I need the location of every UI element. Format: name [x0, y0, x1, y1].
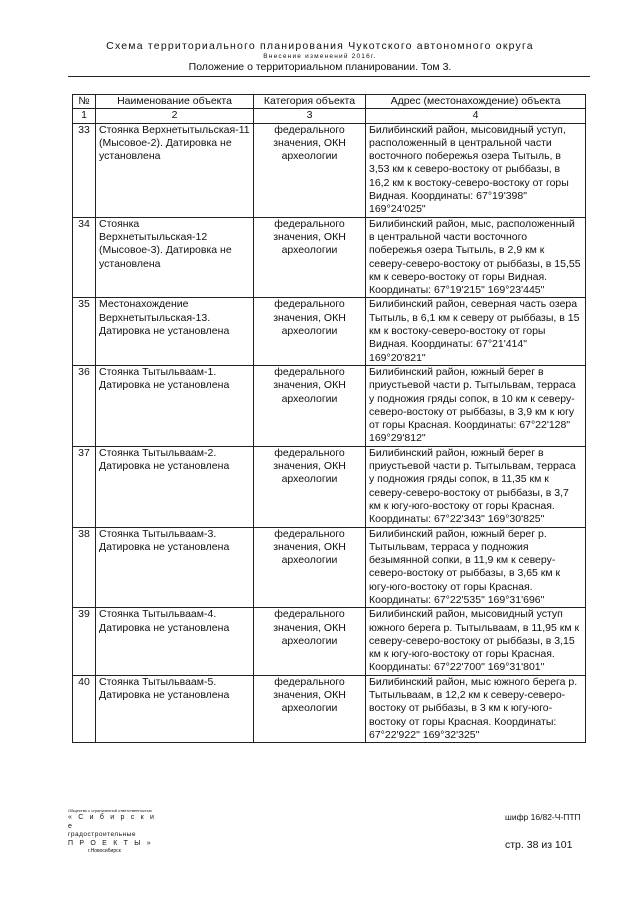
- col-header-category: Категория объекта: [254, 95, 366, 109]
- object-name: Стоянка Тытыльваам-4. Датировка не установлена: [96, 608, 254, 675]
- table-column-numbers-row: [73, 109, 586, 123]
- object-category: федерального значения, ОКН археологии: [254, 608, 366, 675]
- logo-city: г.Новосибирск: [88, 848, 121, 854]
- col-number-2: 2: [96, 109, 254, 123]
- object-name: Стоянка Тытыльваам-5. Датировка не установлена: [96, 675, 254, 742]
- object-address: Билибинский район, мысовидный уступ, расположенный в центральной части восточного побережья озера Тытыль, в 3,53 км к северо-востоку от рыббазы, в 16,2 км к востоку-северо-востоку от горы Видная. Координаты: 67°19'398" 169°24'025": [366, 123, 586, 217]
- document-title: Схема территориального планирования Чукотского автономного округа: [106, 40, 534, 52]
- object-address: Билибинский район, мыс, расположенный в центральной части восточного побережья озера Тытыль, в 2,9 км к северу-северо-востоку от рыббазы, в 15,55 км к северо-востоку от горы Видная. Координаты: 67°19'215" 169°23'445": [366, 217, 586, 298]
- col-header-number: №: [73, 95, 96, 109]
- logo-name-line2: градостроительные: [68, 831, 136, 838]
- table-row: [73, 217, 586, 298]
- object-category: федерального значения, ОКН археологии: [254, 446, 366, 527]
- row-number: 38: [73, 527, 96, 608]
- object-name: Стоянка Верхнетытыльская-12 (Мысовое-3). Датировка не установлена: [96, 217, 254, 298]
- header-divider: [68, 76, 590, 77]
- heritage-objects-table: [72, 94, 586, 743]
- row-number: 40: [73, 675, 96, 742]
- object-name: Стоянка Тытыльваам-1. Датировка не установлена: [96, 365, 254, 446]
- col-header-name: Наименование объекта: [96, 95, 254, 109]
- page-number: стр. 38 из 101: [505, 839, 573, 851]
- company-logo: [68, 808, 163, 855]
- col-number-3: 3: [254, 109, 366, 123]
- row-number: 35: [73, 298, 96, 365]
- object-category: федерального значения, ОКН археологии: [254, 298, 366, 365]
- object-name: Стоянка Верхнетытыльская-11 (Мысовое-2). Датировка не установлена: [96, 123, 254, 217]
- object-address: Билибинский район, северная часть озера Тытыль, в 6,1 км к северу от рыббазы, в 15 км к востоку-северо-востоку от горы Видная. Координаты: 67°21'414" 169°20'821": [366, 298, 586, 365]
- col-number-4: 4: [366, 109, 586, 123]
- object-name: Стоянка Тытыльваам-3. Датировка не установлена: [96, 527, 254, 608]
- object-category: федерального значения, ОКН археологии: [254, 527, 366, 608]
- document-subtitle: Внесение изменений 2016г.: [263, 53, 377, 60]
- row-number: 37: [73, 446, 96, 527]
- object-category: федерального значения, ОКН археологии: [254, 365, 366, 446]
- document-section: Положение о территориальном планировании. Том 3.: [188, 61, 452, 73]
- object-name: Стоянка Тытыльваам-2. Датировка не установлена: [96, 446, 254, 527]
- table-row: [73, 608, 586, 675]
- object-address: Билибинский район, южный берег в приустьевой части р. Тытыльвам, терраса у подножия гряды сопок, в 11,35 км к северу-северо-востоку от рыббазы, в 3,7 км к югу-юго-востоку от горы Красная. Координаты: 67°22'343" 169°30'825": [366, 446, 586, 527]
- object-category: федерального значения, ОКН археологии: [254, 123, 366, 217]
- row-number: 36: [73, 365, 96, 446]
- object-address: Билибинский район, южный берег р. Тытыльвам, терраса у подножия безымянной сопки, в 11,9 км к северу-северо-востоку от рыббазы, в 3,65 км к югу-юго-востоку от горы Красная. Координаты: 67°22'535" 169°31'696": [366, 527, 586, 608]
- document-code: шифр 16/82-Ч-ПТП: [505, 812, 581, 822]
- row-number: 33: [73, 123, 96, 217]
- row-number: 34: [73, 217, 96, 298]
- table-row: [73, 446, 586, 527]
- table-row: [73, 298, 586, 365]
- table-header-row: [73, 95, 586, 109]
- row-number: 39: [73, 608, 96, 675]
- object-name: Местонахождение Верхнетытыльская-13. Датировка не установлена: [96, 298, 254, 365]
- logo-name-line1: « С и б и р с к и е: [68, 814, 157, 830]
- logo-company-type: Общество с ограниченной ответственностью: [68, 808, 152, 813]
- object-address: Билибинский район, мыс южного берега р. Тытыльваам, в 12,2 км к северу-северо-востоку от рыббазы, в 3 км к югу-юго-востоку от горы Красная. Координаты: 67°22'922" 169°32'325": [366, 675, 586, 742]
- object-address: Билибинский район, южный берег в приустьевой части р. Тытыльвам, терраса у подножия гряды сопок, в 10 км к северу-северо-востоку от рыббазы, в 3,9 км к югу от горы Красная. Координаты: 67°22'128" 169°29'812": [366, 365, 586, 446]
- table-row: [73, 675, 586, 742]
- table-row: [73, 123, 586, 217]
- object-address: Билибинский район, мысовидный уступ южного берега р. Тытыльваам, в 11,95 км к северу-северо-востоку от рыббазы, в 3,15 км к югу-юго-востоку от горы Красная. Координаты: 67°22'700" 169°31'801": [366, 608, 586, 675]
- object-category: федерального значения, ОКН археологии: [254, 675, 366, 742]
- object-category: федерального значения, ОКН археологии: [254, 217, 366, 298]
- col-header-address: Адрес (местонахождение) объекта: [366, 95, 586, 109]
- col-number-1: 1: [73, 109, 96, 123]
- logo-name-line3: П Р О Е К Т Ы »: [68, 840, 153, 847]
- table-row: [73, 527, 586, 608]
- table-row: [73, 365, 586, 446]
